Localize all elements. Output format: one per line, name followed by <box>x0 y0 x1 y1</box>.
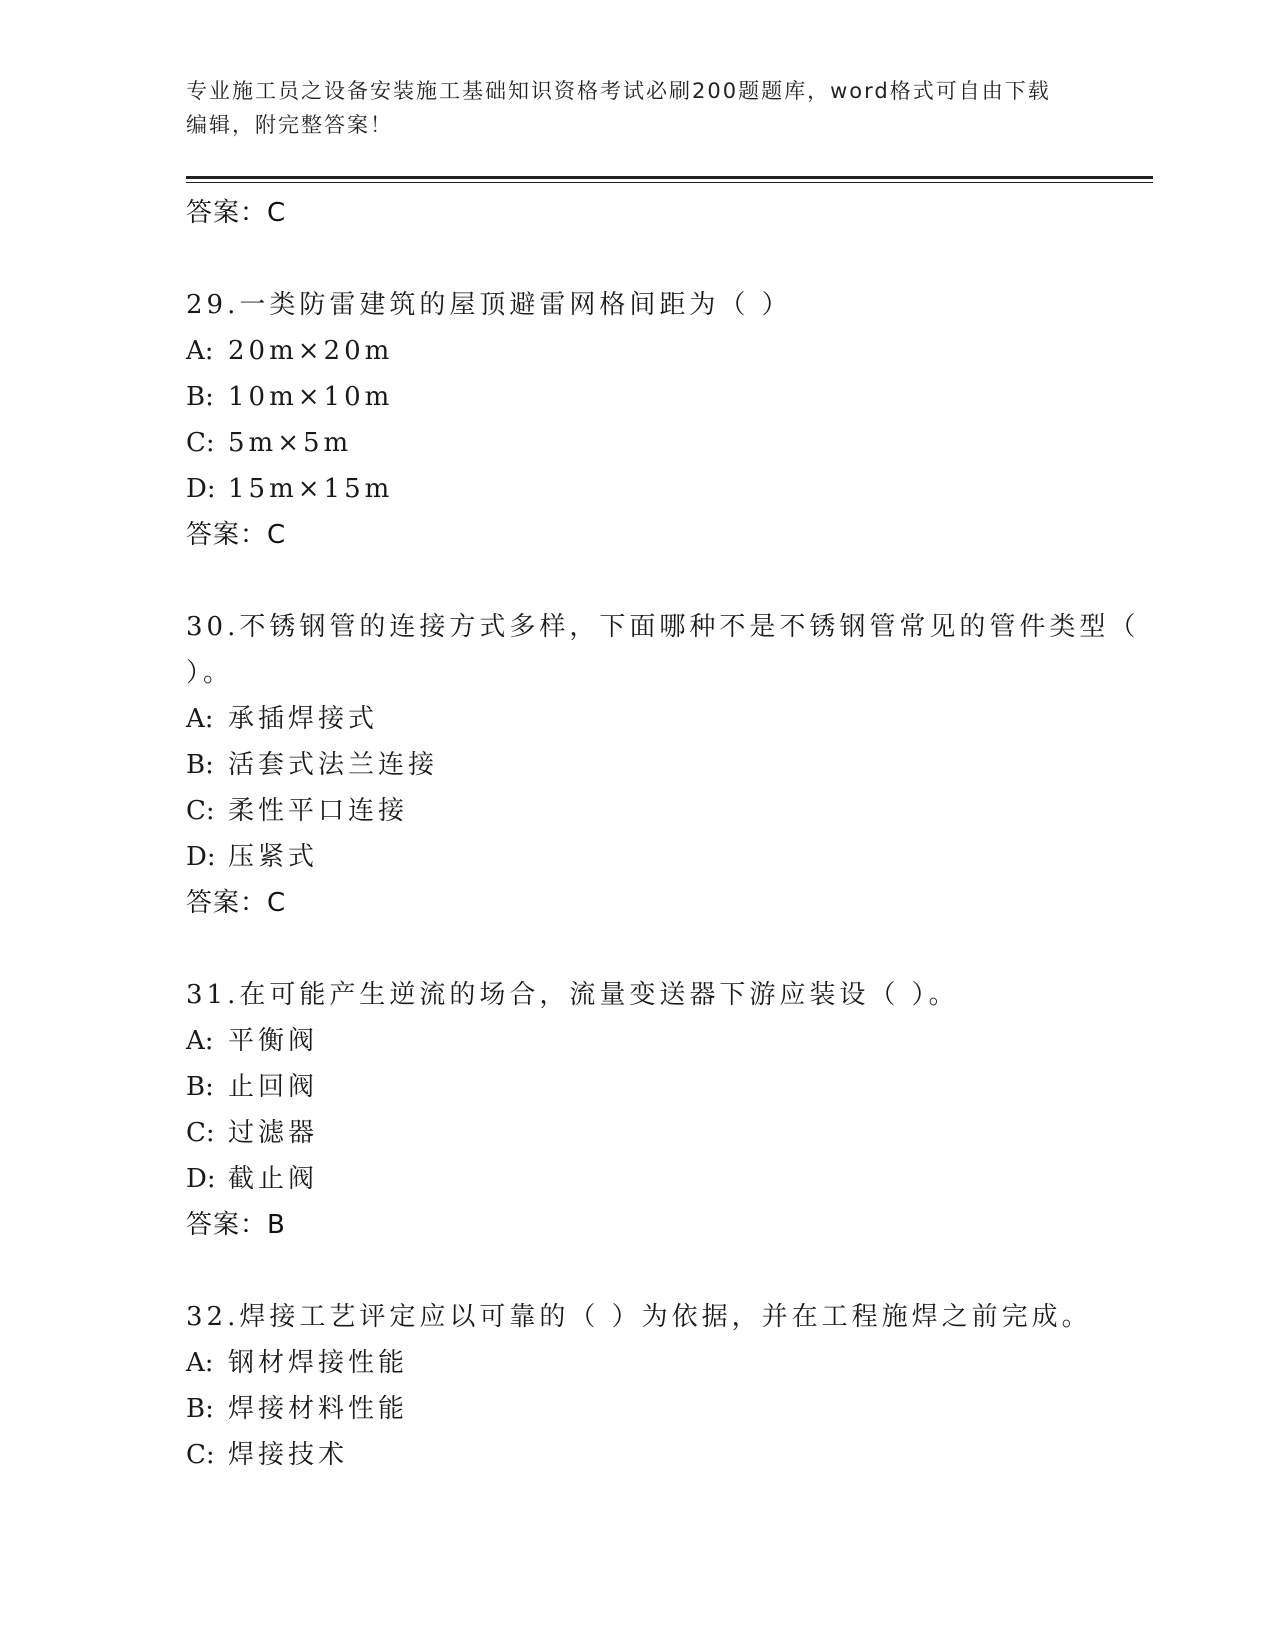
option-key: A: <box>186 704 214 734</box>
option-key: C: <box>186 796 215 826</box>
option-text: 承插焊接式 <box>228 704 379 734</box>
option-b <box>186 1386 1146 1432</box>
option-a <box>186 696 1146 742</box>
answer-line: 答案：C <box>186 198 287 228</box>
option-a <box>186 328 1146 374</box>
option-key: C: <box>186 428 215 458</box>
question-stem: 31.在可能产生逆流的场合，流量变送器下游应装设（ ）。 <box>186 980 959 1010</box>
question-32 <box>186 1294 1146 1478</box>
answer-line: 答案：B <box>186 1210 286 1240</box>
option-text: 钢材焊接性能 <box>228 1348 409 1378</box>
option-key: A: <box>186 1348 214 1378</box>
option-key: B: <box>186 1394 214 1424</box>
option-a <box>186 1018 1146 1064</box>
question-29 <box>186 282 1146 558</box>
option-b <box>186 742 1146 788</box>
option-text: 10m×10m <box>228 382 394 412</box>
option-c <box>186 420 1146 466</box>
answer-line: 答案：C <box>186 520 287 550</box>
option-text: 焊接技术 <box>228 1440 349 1470</box>
option-text: 焊接材料性能 <box>228 1394 409 1424</box>
option-key: B: <box>186 750 214 780</box>
option-text: 柔性平口连接 <box>228 796 409 826</box>
option-d <box>186 834 1146 880</box>
header-rule-thin <box>186 182 1153 183</box>
option-c <box>186 1110 1146 1156</box>
answer-line: 答案：C <box>186 888 287 918</box>
option-text: 15m×15m <box>228 474 394 504</box>
option-key: C: <box>186 1118 215 1148</box>
header-rule-thick <box>186 176 1153 179</box>
option-c <box>186 788 1146 834</box>
option-text: 20m×20m <box>228 336 394 366</box>
option-b <box>186 1064 1146 1110</box>
question-stem: 29.一类防雷建筑的屋顶避雷网格间距为（ ） <box>186 290 792 320</box>
option-text: 5m×5m <box>228 428 353 458</box>
option-key: A: <box>186 1026 214 1056</box>
document-header: 专业施工员之设备安装施工基础知识资格考试必刷200题题库，word格式可自由下载编辑，附完整答案！ <box>186 79 1051 137</box>
option-b <box>186 374 1146 420</box>
option-text: 过滤器 <box>228 1118 319 1148</box>
option-text: 平衡阀 <box>228 1026 319 1056</box>
question-31 <box>186 972 1146 1248</box>
option-d <box>186 1156 1146 1202</box>
option-c <box>186 1432 1146 1478</box>
question-30 <box>186 604 1146 926</box>
question-stem: 32.焊接工艺评定应以可靠的（ ）为依据，并在工程施焊之前完成。 <box>186 1302 1092 1332</box>
option-key: D: <box>186 1164 216 1194</box>
option-text: 活套式法兰连接 <box>228 750 439 780</box>
option-text: 截止阀 <box>228 1164 319 1194</box>
question-list <box>186 190 1146 1524</box>
option-text: 止回阀 <box>228 1072 319 1102</box>
option-key: B: <box>186 1072 214 1102</box>
option-a <box>186 1340 1146 1386</box>
option-text: 压紧式 <box>228 842 319 872</box>
option-key: C: <box>186 1440 215 1470</box>
option-key: D: <box>186 842 216 872</box>
option-key: A: <box>186 336 214 366</box>
option-key: B: <box>186 382 214 412</box>
option-key: D: <box>186 474 216 504</box>
question-stem: 30.不锈钢管的连接方式多样，下面哪种不是不锈钢管常见的管件类型（ ）。 <box>186 612 1140 688</box>
option-d <box>186 466 1146 512</box>
